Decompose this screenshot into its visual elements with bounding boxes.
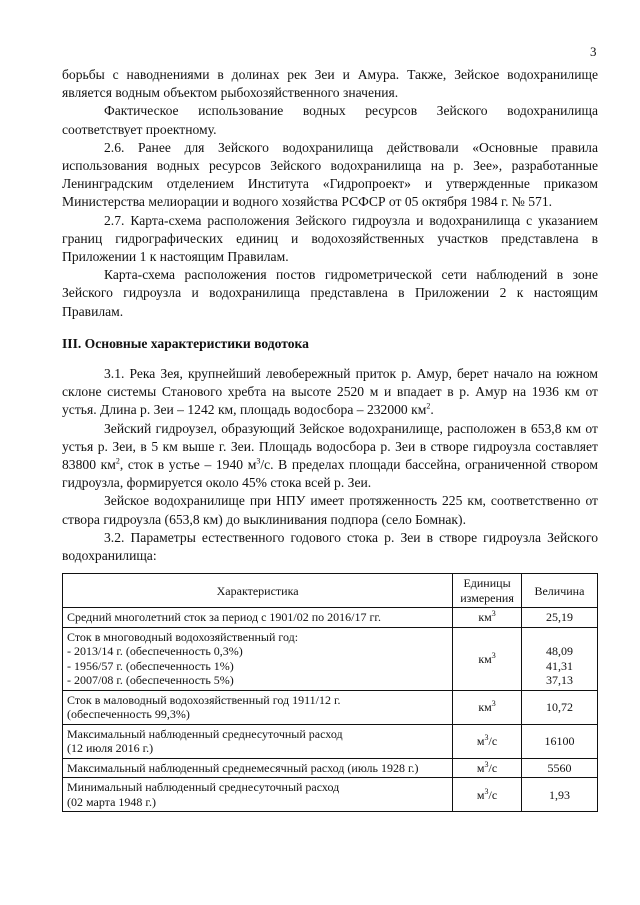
unit-base: км <box>478 651 492 666</box>
gidro-text-b: , сток в устье – 1940 м <box>119 457 257 473</box>
table-row <box>63 690 598 724</box>
table-row <box>63 778 598 812</box>
cell-value <box>521 608 597 628</box>
paragraph-2-7: 2.7. Карта-схема расположения Зейского гидроузла и водохранилища с указанием границ гидрографических единиц и водохозяйственных участков представлена в Приложении 1 к настоящим Правилам. <box>62 212 598 265</box>
cell-characteristic <box>63 778 453 812</box>
value-line: 16100 <box>544 734 575 749</box>
unit-power: 3 <box>491 609 496 619</box>
gidro-sup-2: 3 <box>256 456 261 466</box>
table-row <box>63 627 598 690</box>
characteristic-line: - 2013/14 г. (обеспеченность 0,3%) <box>67 644 243 659</box>
paragraph-hydro-node <box>62 420 598 493</box>
paragraph-reservoir-length: Зейское водохранилище при НПУ имеет протяженность 225 км, соответственно от створа гидроузла (653,8 км) до выклинивания подпора (село Бомнак). <box>62 493 598 527</box>
value-line: 10,72 <box>545 700 573 715</box>
unit-power: 3 <box>491 699 496 709</box>
cell-unit <box>453 758 522 778</box>
unit-power: 3 <box>484 733 489 743</box>
paragraph-3-1 <box>62 365 598 420</box>
table-row <box>63 758 598 778</box>
cell-value <box>521 778 597 812</box>
unit-base: км <box>478 610 492 625</box>
page-number: 3 <box>590 44 597 59</box>
gidro-text-c: /с. В пределах площади бассейна, ограниченной створом гидроузла, формируется около 45% стока всей р. Зеи. <box>62 457 598 491</box>
cell-value <box>521 758 597 778</box>
document-body <box>62 66 598 812</box>
characteristic-line: (02 марта 1948 г.) <box>67 794 156 809</box>
value-line: 1,93 <box>548 787 570 802</box>
characteristic-line: Максимальный наблюденный среднесуточный расход <box>67 726 343 741</box>
cell-value <box>521 690 597 724</box>
unit-base: м <box>476 760 485 775</box>
unit-tail: /с <box>488 734 498 749</box>
table-row <box>63 608 598 628</box>
table-body <box>63 608 598 812</box>
unit-power: 3 <box>484 786 489 796</box>
characteristic-line: Максимальный наблюденный среднемесячный расход (июль 1928 г.) <box>67 760 419 775</box>
section-heading: III. Основные характеристики водотока <box>62 335 309 351</box>
gidro-sup-1: 2 <box>115 456 120 466</box>
cell-value <box>521 724 597 758</box>
cell-characteristic <box>63 724 453 758</box>
unit-power: 3 <box>491 650 496 660</box>
cell-characteristic <box>63 608 453 628</box>
characteristic-line: (обеспеченность 99,3%) <box>67 707 190 722</box>
unit-tail: /с <box>488 760 498 775</box>
cell-value <box>521 627 597 690</box>
header-value: Величина <box>521 574 597 608</box>
runoff-parameters-table <box>62 573 598 812</box>
characteristic-line: - 1956/57 г. (обеспеченность 1%) <box>67 658 234 673</box>
table-header-row <box>63 574 598 608</box>
paragraph-flood-control: борьбы с наводнениями в долинах рек Зеи и Амура. Также, Зейское водохранилище является водным объектом рыбохозяйственного значения. <box>62 67 598 101</box>
unit-base: м <box>476 734 485 749</box>
cell-unit <box>453 690 522 724</box>
cell-unit <box>453 724 522 758</box>
paragraph-actual-use: Фактическое использование водных ресурсов Зейского водохранилища соответствует проектному. <box>62 103 598 137</box>
p31-sup: 2 <box>426 401 431 411</box>
unit-base: м <box>476 787 485 802</box>
cell-unit <box>453 627 522 690</box>
value-line: 25,19 <box>545 610 573 625</box>
characteristic-line: - 2007/08 г. (обеспеченность 5%) <box>67 673 234 688</box>
cell-characteristic <box>63 758 453 778</box>
cell-characteristic <box>63 627 453 690</box>
value-line: 41,31 <box>545 658 573 673</box>
header-units: Единицы измерения <box>453 574 522 608</box>
characteristic-line: Минимальный наблюденный среднесуточный расход <box>67 780 340 795</box>
paragraph-map-posts: Карта-схема расположения постов гидрометрической сети наблюдений в зоне Зейского гидроузла и водохранилища представлена в Приложении 2 к настоящим Правилам. <box>62 267 598 319</box>
p31-tail: . <box>430 402 434 418</box>
cell-unit <box>453 608 522 628</box>
header-characteristic: Характеристика <box>63 574 453 608</box>
paragraph-2-6: 2.6. Ранее для Зейского водохранилища действовали «Основные правила использования водных ресурсов Зейского водохранилища на р. Зее», разработанные Ленинградским отделением Института «Гидропроект» и утвержденные приказом Министерства мелиорации и водного хозяйства РСФСР от 05 октября 1984 г. № 571. <box>62 139 598 210</box>
unit-tail: /с <box>488 787 498 802</box>
characteristic-line: Средний многолетний сток за период с 1901/02 по 2016/17 гг. <box>67 610 381 625</box>
table-row <box>63 724 598 758</box>
p31-text: 3.1. Река Зея, крупнейший левобережный приток р. Амур, берет начало на южном склоне системы Станового хребта на высоте 2520 м и впадает в р. Амур на 1936 км от устья. Длина р. Зеи – 1242 км, площадь водосбора – 232000 км <box>62 366 598 418</box>
value-line: 37,13 <box>545 673 573 688</box>
cell-unit <box>453 778 522 812</box>
gidro-text-a: Зейский гидроузел, образующий Зейское водохранилище, расположен в 653,8 км от устья р. Зеи, в 5 км выше г. Зеи. Площадь водосбора р. Зеи в створе гидроузла составляет 83800 км <box>62 420 598 473</box>
characteristic-line: Сток в маловодный водохозяйственный год 1911/12 г. <box>67 692 341 707</box>
value-line: 48,09 <box>545 644 573 659</box>
unit-power: 3 <box>484 759 489 769</box>
characteristic-line: Сток в многоводный водохозяйственный год: <box>67 629 299 644</box>
paragraph-3-2: 3.2. Параметры естественного годового стока р. Зеи в створе гидроузла Зейского водохранилища: <box>62 529 598 564</box>
value-line: 5560 <box>547 760 572 775</box>
characteristic-line: (12 июля 2016 г.) <box>67 741 154 756</box>
cell-characteristic <box>63 690 453 724</box>
unit-base: км <box>478 700 492 715</box>
